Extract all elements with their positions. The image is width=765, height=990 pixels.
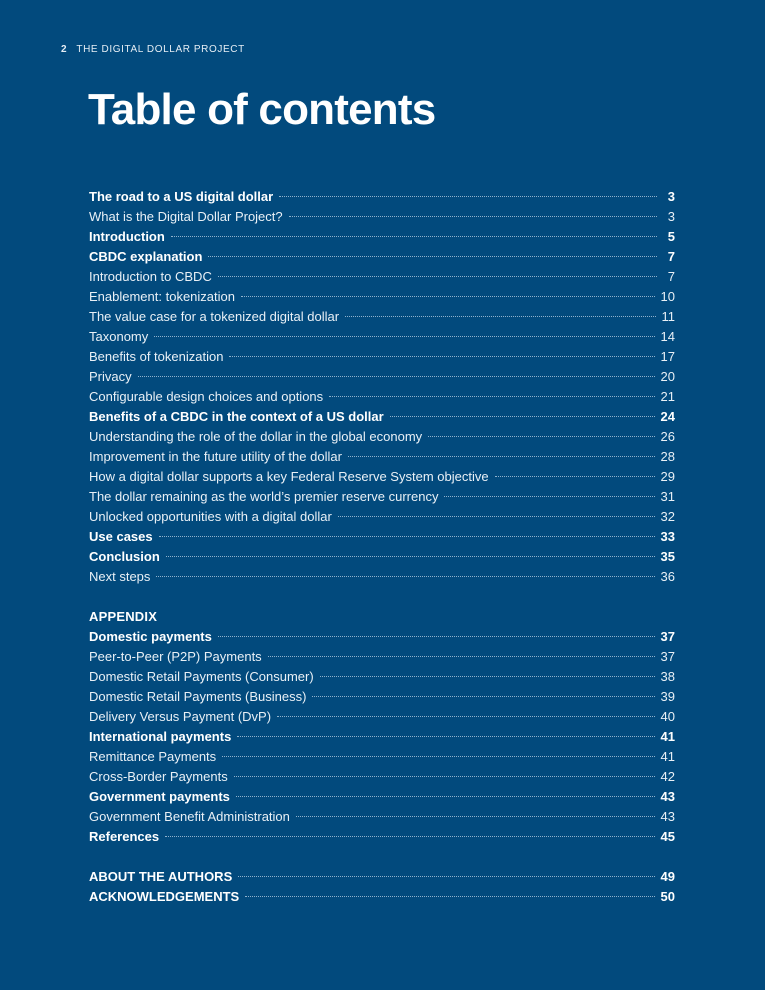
- toc-entry-label: The road to a US digital dollar: [89, 189, 274, 204]
- toc-entry-page-number: 10: [660, 289, 675, 304]
- dot-leader: [390, 416, 655, 417]
- dot-leader: [171, 236, 657, 237]
- dot-leader: [159, 536, 655, 537]
- toc-entry-label: Taxonomy: [89, 329, 149, 344]
- toc-entry[interactable]: [89, 327, 675, 347]
- page-title: Table of contents: [88, 85, 436, 134]
- toc-entry-label: Peer-to-Peer (P2P) Payments: [89, 649, 262, 664]
- toc-appendix-section: [89, 627, 675, 847]
- toc-entry-page-number: 17: [660, 349, 675, 364]
- toc-entry[interactable]: [89, 687, 675, 707]
- toc-entry[interactable]: [89, 467, 675, 487]
- toc-entry-page-number: 28: [660, 449, 675, 464]
- toc-entry[interactable]: [89, 487, 675, 507]
- toc-entry[interactable]: [89, 287, 675, 307]
- toc-entry-page-number: 29: [660, 469, 675, 484]
- toc-entry-page-number: 42: [660, 769, 675, 784]
- toc-entry-page-number: 40: [660, 709, 675, 724]
- toc-entry[interactable]: [89, 227, 675, 247]
- toc-entry-page-number: 37: [660, 649, 675, 664]
- toc-entry[interactable]: [89, 447, 675, 467]
- toc-entry[interactable]: [89, 387, 675, 407]
- toc-entry-page-number: 7: [667, 249, 675, 264]
- toc-entry-page-number: 41: [660, 749, 675, 764]
- toc-entry-page-number: 5: [667, 229, 675, 244]
- toc-entry-label: Benefits of tokenization: [89, 349, 224, 364]
- dot-leader: [234, 776, 655, 777]
- toc-entry[interactable]: [89, 207, 675, 227]
- toc-entry[interactable]: [89, 187, 675, 207]
- toc-entry-label: Domestic Retail Payments (Business): [89, 689, 307, 704]
- section-spacer: [89, 587, 675, 607]
- dot-leader: [428, 436, 654, 437]
- toc-entry[interactable]: [89, 267, 675, 287]
- toc-entry-label: Enablement: tokenization: [89, 289, 235, 304]
- toc-entry[interactable]: [89, 407, 675, 427]
- toc-main-section: [89, 187, 675, 587]
- toc-entry-label: Use cases: [89, 529, 153, 544]
- toc-entry[interactable]: [89, 667, 675, 687]
- appendix-heading: APPENDIX: [89, 609, 158, 624]
- toc-entry-page-number: 39: [660, 689, 675, 704]
- toc-entry[interactable]: [89, 787, 675, 807]
- section-spacer: [89, 847, 675, 867]
- toc-entry-label: Domestic payments: [89, 629, 212, 644]
- dot-leader: [279, 196, 657, 197]
- toc-entry-page-number: 21: [660, 389, 675, 404]
- toc-entry-page-number: 26: [660, 429, 675, 444]
- toc-entry-label: Configurable design choices and options: [89, 389, 324, 404]
- toc-entry-page-number: 7: [667, 269, 675, 284]
- toc-entry-label: Next steps: [89, 569, 151, 584]
- dot-leader: [268, 656, 655, 657]
- dot-leader: [156, 576, 654, 577]
- toc-entry[interactable]: [89, 887, 675, 907]
- toc-entry[interactable]: [89, 747, 675, 767]
- toc-entry-label: The value case for a tokenized digital dollar: [89, 309, 340, 324]
- table-of-contents: [89, 187, 675, 907]
- toc-entry[interactable]: [89, 527, 675, 547]
- dot-leader: [237, 736, 654, 737]
- dot-leader: [154, 336, 654, 337]
- toc-entry-label: Government Benefit Administration: [89, 809, 290, 824]
- toc-entry[interactable]: [89, 867, 675, 887]
- running-header: [61, 44, 245, 55]
- dot-leader: [345, 316, 655, 317]
- dot-leader: [245, 896, 654, 897]
- toc-entry-label: Conclusion: [89, 549, 160, 564]
- dot-leader: [238, 876, 654, 877]
- dot-leader: [218, 636, 655, 637]
- dot-leader: [138, 376, 655, 377]
- dot-leader: [165, 836, 654, 837]
- toc-entry[interactable]: [89, 647, 675, 667]
- toc-entry-label: CBDC explanation: [89, 249, 203, 264]
- toc-entry[interactable]: [89, 427, 675, 447]
- toc-entry-page-number: 24: [660, 409, 675, 424]
- toc-entry-label: International payments: [89, 729, 232, 744]
- toc-entry-label: The dollar remaining as the world’s premier reserve currency: [89, 489, 439, 504]
- toc-entry-label: Introduction: [89, 229, 165, 244]
- toc-entry[interactable]: [89, 547, 675, 567]
- toc-entry-page-number: 31: [660, 489, 675, 504]
- toc-entry-label: Benefits of a CBDC in the context of a US dollar: [89, 409, 384, 424]
- dot-leader: [329, 396, 654, 397]
- toc-entry[interactable]: [89, 247, 675, 267]
- dot-leader: [241, 296, 655, 297]
- toc-entry-label: ACKNOWLEDGEMENTS: [89, 889, 240, 904]
- toc-entry-label: Privacy: [89, 369, 132, 384]
- toc-back-matter-section: [89, 867, 675, 907]
- toc-entry[interactable]: [89, 767, 675, 787]
- toc-entry-page-number: 11: [661, 309, 675, 324]
- dot-leader: [348, 456, 655, 457]
- toc-entry[interactable]: [89, 347, 675, 367]
- toc-entry[interactable]: [89, 807, 675, 827]
- dot-leader: [444, 496, 654, 497]
- toc-entry-page-number: 20: [660, 369, 675, 384]
- toc-entry-page-number: 49: [660, 869, 675, 884]
- toc-entry[interactable]: [89, 727, 675, 747]
- toc-entry-label: Cross-Border Payments: [89, 769, 228, 784]
- toc-entry-page-number: 50: [660, 889, 675, 904]
- toc-entry[interactable]: [89, 567, 675, 587]
- dot-leader: [236, 796, 655, 797]
- toc-entry-label: ABOUT THE AUTHORS: [89, 869, 233, 884]
- toc-entry-page-number: 37: [660, 629, 675, 644]
- toc-entry-label: Government payments: [89, 789, 230, 804]
- toc-entry-page-number: 14: [660, 329, 675, 344]
- toc-entry-label: Domestic Retail Payments (Consumer): [89, 669, 314, 684]
- page-number: 2: [61, 44, 68, 55]
- toc-entry-page-number: 36: [660, 569, 675, 584]
- toc-entry-label: Unlocked opportunities with a digital dollar: [89, 509, 332, 524]
- toc-entry[interactable]: [89, 367, 675, 387]
- toc-entry-page-number: 35: [660, 549, 675, 564]
- toc-entry-page-number: 3: [667, 189, 675, 204]
- dot-leader: [312, 696, 654, 697]
- dot-leader: [495, 476, 655, 477]
- toc-entry-page-number: 33: [660, 529, 675, 544]
- toc-entry-label: What is the Digital Dollar Project?: [89, 209, 283, 224]
- toc-entry-page-number: 3: [667, 209, 675, 224]
- toc-entry[interactable]: [89, 827, 675, 847]
- dot-leader: [277, 716, 654, 717]
- toc-entry-page-number: 43: [660, 809, 675, 824]
- toc-entry-label: Understanding the role of the dollar in the global economy: [89, 429, 423, 444]
- running-title: THE DIGITAL DOLLAR PROJECT: [76, 44, 245, 55]
- toc-entry-page-number: 38: [660, 669, 675, 684]
- toc-entry-label: How a digital dollar supports a key Federal Reserve System objective: [89, 469, 489, 484]
- toc-entry-label: Remittance Payments: [89, 749, 217, 764]
- toc-entry[interactable]: [89, 307, 675, 327]
- toc-entry-page-number: 32: [660, 509, 675, 524]
- dot-leader: [208, 256, 657, 257]
- dot-leader: [320, 676, 655, 677]
- toc-entry-label: References: [89, 829, 160, 844]
- toc-entry[interactable]: [89, 507, 675, 527]
- dot-leader: [289, 216, 657, 217]
- toc-entry-label: Delivery Versus Payment (DvP): [89, 709, 272, 724]
- dot-leader: [229, 356, 654, 357]
- toc-entry[interactable]: [89, 627, 675, 647]
- toc-entry-page-number: 43: [660, 789, 675, 804]
- toc-entry-page-number: 41: [660, 729, 675, 744]
- dot-leader: [296, 816, 655, 817]
- dot-leader: [338, 516, 655, 517]
- toc-entry[interactable]: [89, 707, 675, 727]
- toc-entry-page-number: 45: [660, 829, 675, 844]
- toc-entry-label: Improvement in the future utility of the dollar: [89, 449, 342, 464]
- toc-entry-label: Introduction to CBDC: [89, 269, 212, 284]
- dot-leader: [218, 276, 657, 277]
- dot-leader: [166, 556, 655, 557]
- dot-leader: [222, 756, 654, 757]
